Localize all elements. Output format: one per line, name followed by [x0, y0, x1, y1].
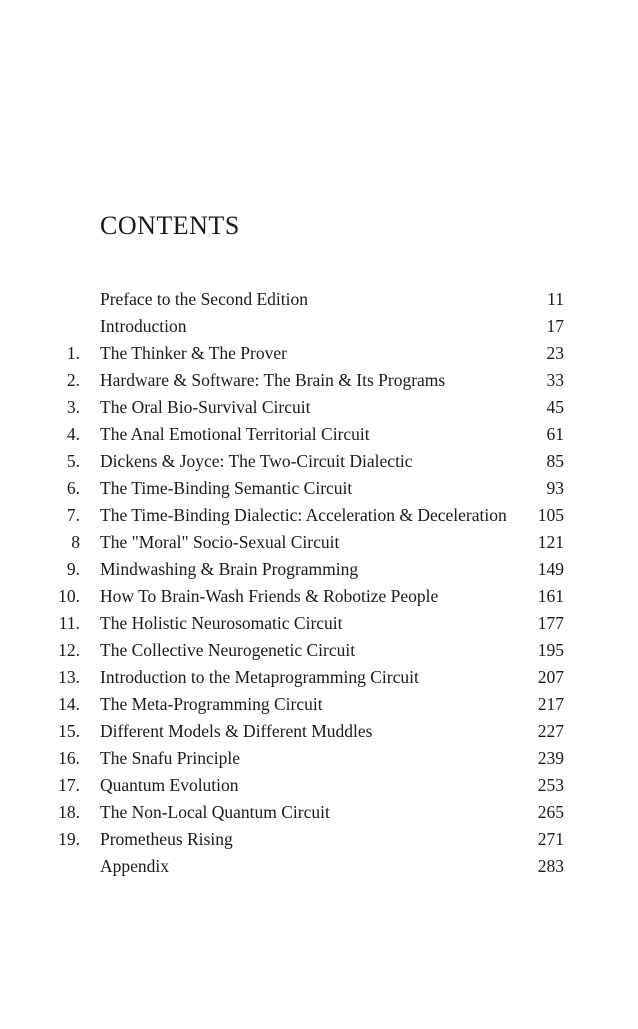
toc-entry	[0, 448, 638, 475]
chapter-number: 9.	[66, 559, 80, 579]
chapter-title: Prometheus Rising	[100, 829, 233, 849]
page-number: 149	[537, 559, 564, 579]
toc-entry	[0, 610, 638, 637]
chapter-title: The Thinker & The Prover	[100, 343, 287, 363]
toc-entry	[0, 367, 638, 394]
toc-entry	[0, 853, 638, 880]
page-title: CONTENTS	[100, 211, 240, 240]
chapter-title: Appendix	[100, 856, 170, 876]
chapter-number: 6.	[66, 478, 80, 498]
chapter-number: 7.	[66, 505, 80, 525]
chapter-title: The Meta-Programming Circuit	[100, 694, 323, 714]
chapter-title: The Collective Neurogenetic Circuit	[100, 640, 356, 660]
chapter-title: Introduction	[100, 316, 187, 336]
chapter-title: The Holistic Neurosomatic Circuit	[100, 613, 343, 633]
page-number: 17	[546, 316, 564, 336]
chapter-number: 2.	[66, 370, 80, 390]
page-number: 283	[537, 856, 564, 876]
toc-entry	[0, 286, 638, 313]
chapter-number: 1.	[66, 343, 80, 363]
chapter-title: The Time-Binding Dialectic: Acceleration & Deceleration	[100, 505, 507, 525]
toc-entry	[0, 583, 638, 610]
chapter-number: 11.	[58, 613, 80, 633]
table-of-contents	[0, 286, 638, 880]
chapter-number: 4.	[66, 424, 80, 444]
page-number: 85	[546, 451, 564, 471]
toc-entry	[0, 529, 638, 556]
page-number: 61	[546, 424, 564, 444]
chapter-title: Dickens & Joyce: The Two-Circuit Dialectic	[100, 451, 413, 471]
chapter-number: 3.	[66, 397, 80, 417]
page-number: 217	[537, 694, 564, 714]
chapter-title: Introduction to the Metaprogramming Circuit	[100, 667, 419, 687]
chapter-number: 14.	[58, 694, 80, 714]
chapter-number: 16.	[58, 748, 80, 768]
toc-entry	[0, 799, 638, 826]
chapter-number: 12.	[58, 640, 80, 660]
toc-entry	[0, 664, 638, 691]
chapter-title: The Oral Bio-Survival Circuit	[100, 397, 311, 417]
chapter-number: 19.	[58, 829, 80, 849]
toc-entry	[0, 772, 638, 799]
toc-entry	[0, 637, 638, 664]
chapter-title: Preface to the Second Edition	[100, 289, 308, 309]
toc-entry	[0, 340, 638, 367]
page-number: 253	[537, 775, 564, 795]
page-number: 239	[537, 748, 564, 768]
page-number: 105	[537, 505, 564, 525]
page-number: 45	[546, 397, 564, 417]
chapter-title: The Time-Binding Semantic Circuit	[100, 478, 353, 498]
toc-entry	[0, 556, 638, 583]
chapter-number: 18.	[58, 802, 80, 822]
page-number: 33	[546, 370, 564, 390]
chapter-number: 13.	[58, 667, 80, 687]
chapter-title: How To Brain-Wash Friends & Robotize People	[100, 586, 439, 606]
page-number: 265	[537, 802, 564, 822]
page-number: 23	[546, 343, 564, 363]
toc-entry	[0, 475, 638, 502]
toc-entry	[0, 313, 638, 340]
chapter-title: Quantum Evolution	[100, 775, 239, 795]
toc-entry	[0, 718, 638, 745]
chapter-title: Different Models & Different Muddles	[100, 721, 373, 741]
chapter-title: The Snafu Principle	[100, 748, 240, 768]
page-number: 227	[537, 721, 564, 741]
chapter-number: 17.	[58, 775, 80, 795]
chapter-number: 10.	[58, 586, 80, 606]
toc-entry	[0, 502, 638, 529]
chapter-title: The Anal Emotional Territorial Circuit	[100, 424, 370, 444]
toc-entry	[0, 745, 638, 772]
toc-entry	[0, 394, 638, 421]
page-number: 161	[537, 586, 564, 606]
page-number: 271	[537, 829, 564, 849]
toc-entry	[0, 691, 638, 718]
toc-entry	[0, 421, 638, 448]
chapter-title: Hardware & Software: The Brain & Its Programs	[100, 370, 446, 390]
chapter-number: 15.	[58, 721, 80, 741]
page-number: 207	[537, 667, 564, 687]
chapter-title: The Non-Local Quantum Circuit	[100, 802, 330, 822]
chapter-title: The "Moral" Socio-Sexual Circuit	[100, 532, 340, 552]
page-number: 177	[537, 613, 564, 633]
chapter-title: Mindwashing & Brain Programming	[100, 559, 359, 579]
toc-entry	[0, 826, 638, 853]
page-number: 93	[546, 478, 564, 498]
chapter-number: 8	[71, 532, 80, 552]
page-number: 121	[537, 532, 564, 552]
page-number: 11	[547, 289, 564, 309]
chapter-number: 5.	[66, 451, 80, 471]
page-number: 195	[537, 640, 564, 660]
